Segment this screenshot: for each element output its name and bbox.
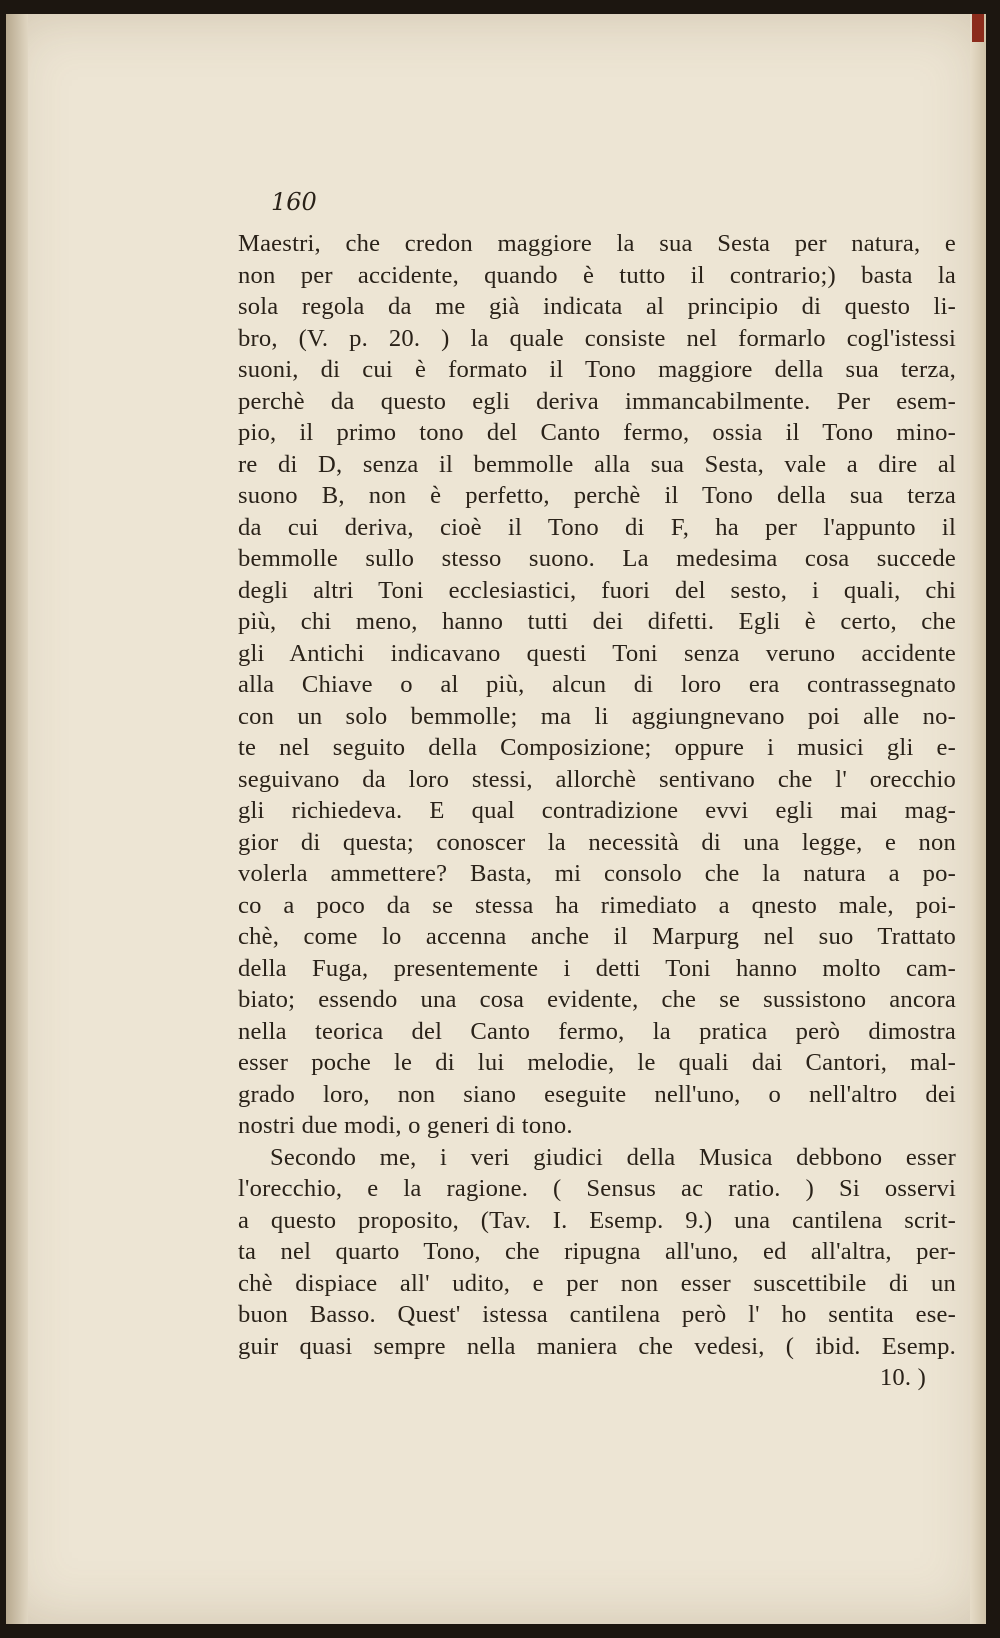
text-line: della Fuga, presentemente i detti Toni hanno molto cam- — [238, 954, 956, 982]
text-line: ta nel quarto Tono, che ripugna all'uno, ed all'altra, per- — [238, 1238, 956, 1265]
page-edge — [970, 14, 986, 1624]
text-line: a questo proposito, (Tav. I. Esemp. 9.) una cantilena scrit- — [238, 1206, 956, 1234]
text-line: volerla ammettere? Basta, mi consolo che la natura a po- — [238, 860, 956, 887]
text-line: nostri due modi, o generi di tono. — [238, 1112, 573, 1139]
text-line: bemmolle sullo stesso suono. La medesima cosa succede — [238, 545, 956, 572]
text-line: chè, come lo accenna anche il Marpurg nel suo Trattato — [238, 923, 956, 950]
text-line: chè dispiace all' udito, e per non esser suscettibile di un — [238, 1269, 956, 1297]
text-line: più, chi meno, hanno tutti dei difetti. Egli è certo, che — [238, 608, 956, 635]
text-line: gli Antichi indicavano questi Toni senza veruno accidente — [238, 639, 956, 667]
text-line: l'orecchio, e la ragione. ( Sensus ac ratio. ) Si osservi — [238, 1175, 956, 1202]
text-line: Secondo me, i veri giudici della Musica debbono esser — [270, 1143, 956, 1171]
text-line: buon Basso. Quest' istessa cantilena però l' ho sentita ese- — [238, 1301, 956, 1328]
text-line: gli richiedeva. E qual contradizione evvi egli mai mag- — [238, 797, 956, 824]
text-line: da cui deriva, cioè il Tono di F, ha per l'appunto il — [238, 513, 956, 541]
text-line: nella teorica del Canto fermo, la pratica però dimostra — [238, 1017, 956, 1045]
text-line: biato; essendo una cosa evidente, che se sussistono ancora — [238, 986, 956, 1013]
text-line: co a poco da se stessa ha rimediato a qnesto male, poi- — [238, 891, 956, 919]
text-line: non per accidente, quando è tutto il contrario;) basta la — [238, 261, 956, 289]
page-number: 160 — [271, 188, 317, 216]
text-line: con un solo bemmolle; ma li aggiungnevano poi alle no- — [238, 702, 956, 730]
text-line: perchè da questo egli deriva immancabilmente. Per esem- — [238, 387, 956, 415]
text-line: degli altri Toni ecclesiastici, fuori del sesto, i quali, chi — [238, 576, 956, 604]
text-line: guir quasi sempre nella maniera che vedesi, ( ibid. Esemp. — [238, 1332, 956, 1360]
text-line: sola regola da me già indicata al principio di questo li- — [238, 293, 956, 320]
text-line: te nel seguito della Composizione; oppure i musici gli e- — [238, 734, 956, 761]
catchword: 10. ) — [879, 1364, 926, 1391]
book-page — [6, 14, 986, 1624]
text-line: seguivano da loro stessi, allorchè sentivano che l' orecchio — [238, 765, 956, 793]
text-line: grado loro, non siano eseguite nell'uno, o nell'altro dei — [238, 1080, 956, 1108]
text-line: re di D, senza il bemmolle alla sua Sesta, vale a dire al — [238, 450, 956, 478]
text-line: esser poche le di lui melodie, le quali dai Cantori, mal- — [238, 1049, 956, 1076]
page-gutter — [6, 14, 28, 1624]
text-line: pio, il primo tono del Canto fermo, ossia il Tono mino- — [238, 419, 956, 446]
text-line: suono B, non è perfetto, perchè il Tono della sua terza — [238, 482, 956, 509]
binding-mark — [972, 14, 984, 42]
text-line: Maestri, che credon maggiore la sua Sesta per natura, e — [238, 230, 956, 257]
text-line: gior di questa; conoscer la necessità di una legge, e non — [238, 828, 956, 856]
text-line: alla Chiave o al più, alcun di loro era contrassegnato — [238, 671, 956, 698]
text-body — [238, 228, 956, 1394]
text-line: bro, (V. p. 20. ) la quale consiste nel formarlo cogl'istessi — [238, 324, 956, 352]
text-line: suoni, di cui è formato il Tono maggiore della sua terza, — [238, 356, 956, 383]
